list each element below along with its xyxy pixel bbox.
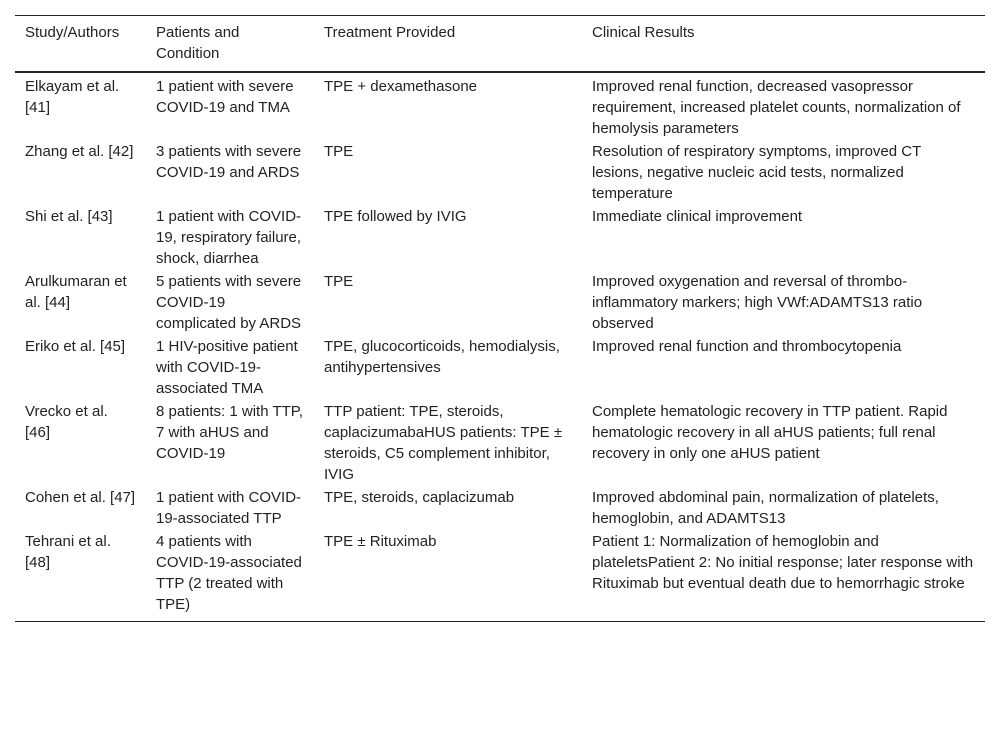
table-row (15, 529, 985, 622)
header-study-authors: Study/Authors (25, 24, 120, 41)
header-patients-condition: Patients and Condition (156, 24, 240, 62)
header-row (15, 16, 985, 73)
cell-treatment: TPE (324, 273, 354, 290)
table-row (15, 399, 985, 485)
cell-treatment: TPE (324, 143, 354, 160)
clinical-studies-table (15, 15, 985, 622)
cell-treatment: TPE followed by IVIG (324, 208, 467, 225)
table-row (15, 269, 985, 334)
cell-treatment: TPE + dexamethasone (324, 78, 478, 95)
cell-patients: 3 patients with severe COVID-19 and ARDS (156, 143, 302, 181)
cell-study: Cohen et al. [47] (25, 489, 136, 506)
cell-results: Improved abdominal pain, normalization of platelets, hemoglobin, and ADAMTS13 (592, 489, 939, 527)
cell-results: Improved renal function and thrombocytopenia (592, 338, 902, 355)
cell-patients: 4 patients with COVID-19-associated TTP (2 treated with TPE) (156, 533, 302, 613)
cell-results: Improved renal function, decreased vasopressor requirement, increased platelet counts, normalization of hemolysis parameters (592, 78, 961, 137)
cell-patients: 8 patients: 1 with TTP, 7 with aHUS and COVID-19 (156, 403, 304, 462)
table-row (15, 334, 985, 399)
table-row (15, 72, 985, 139)
table-header (15, 16, 985, 73)
cell-treatment: TPE, steroids, caplacizumab (324, 489, 515, 506)
cell-results: Improved oxygenation and reversal of thrombo-inflammatory markers; high VWf:ADAMTS13 ratio observed (592, 273, 923, 332)
table-container (15, 15, 985, 622)
header-clinical-results: Clinical Results (592, 24, 695, 41)
cell-results: Resolution of respiratory symptoms, improved CT lesions, negative nucleic acid tests, normalized temperature (592, 143, 922, 202)
cell-study: Eriko et al. [45] (25, 338, 126, 355)
cell-patients: 1 patient with COVID-19, respiratory failure, shock, diarrhea (156, 208, 302, 267)
cell-study: Zhang et al. [42] (25, 143, 134, 160)
cell-results: Patient 1: Normalization of hemoglobin and plateletsPatient 2: No initial response; later response with Rituximab but eventual death due to hemorrhagic stroke (592, 533, 974, 592)
table-body (15, 72, 985, 622)
cell-study: Tehrani et al. [48] (25, 533, 111, 571)
cell-study: Elkayam et al. [41] (25, 78, 120, 116)
cell-results: Immediate clinical improvement (592, 208, 803, 225)
cell-patients: 1 patient with severe COVID-19 and TMA (156, 78, 294, 116)
cell-results: Complete hematologic recovery in TTP patient. Rapid hematologic recovery in all aHUS patients; full renal recovery in only one aHUS patient (592, 403, 948, 462)
cell-patients: 5 patients with severe COVID-19 complicated by ARDS (156, 273, 302, 332)
cell-patients: 1 patient with COVID-19-associated TTP (156, 489, 302, 527)
cell-study: Vrecko et al. [46] (25, 403, 108, 441)
cell-study: Shi et al. [43] (25, 208, 113, 225)
cell-treatment: TPE, glucocorticoids, hemodialysis, antihypertensives (324, 338, 560, 376)
table-row (15, 485, 985, 529)
table-row (15, 204, 985, 269)
header-treatment-provided: Treatment Provided (324, 24, 456, 41)
cell-study: Arulkumaran et al. [44] (25, 273, 127, 311)
table-row (15, 139, 985, 204)
cell-treatment: TTP patient: TPE, steroids, caplacizumabaHUS patients: TPE ± steroids, C5 complement inhibitor, IVIG (324, 403, 563, 483)
cell-patients: 1 HIV-positive patient with COVID-19-associated TMA (156, 338, 298, 397)
cell-treatment: TPE ± Rituximab (324, 533, 437, 550)
